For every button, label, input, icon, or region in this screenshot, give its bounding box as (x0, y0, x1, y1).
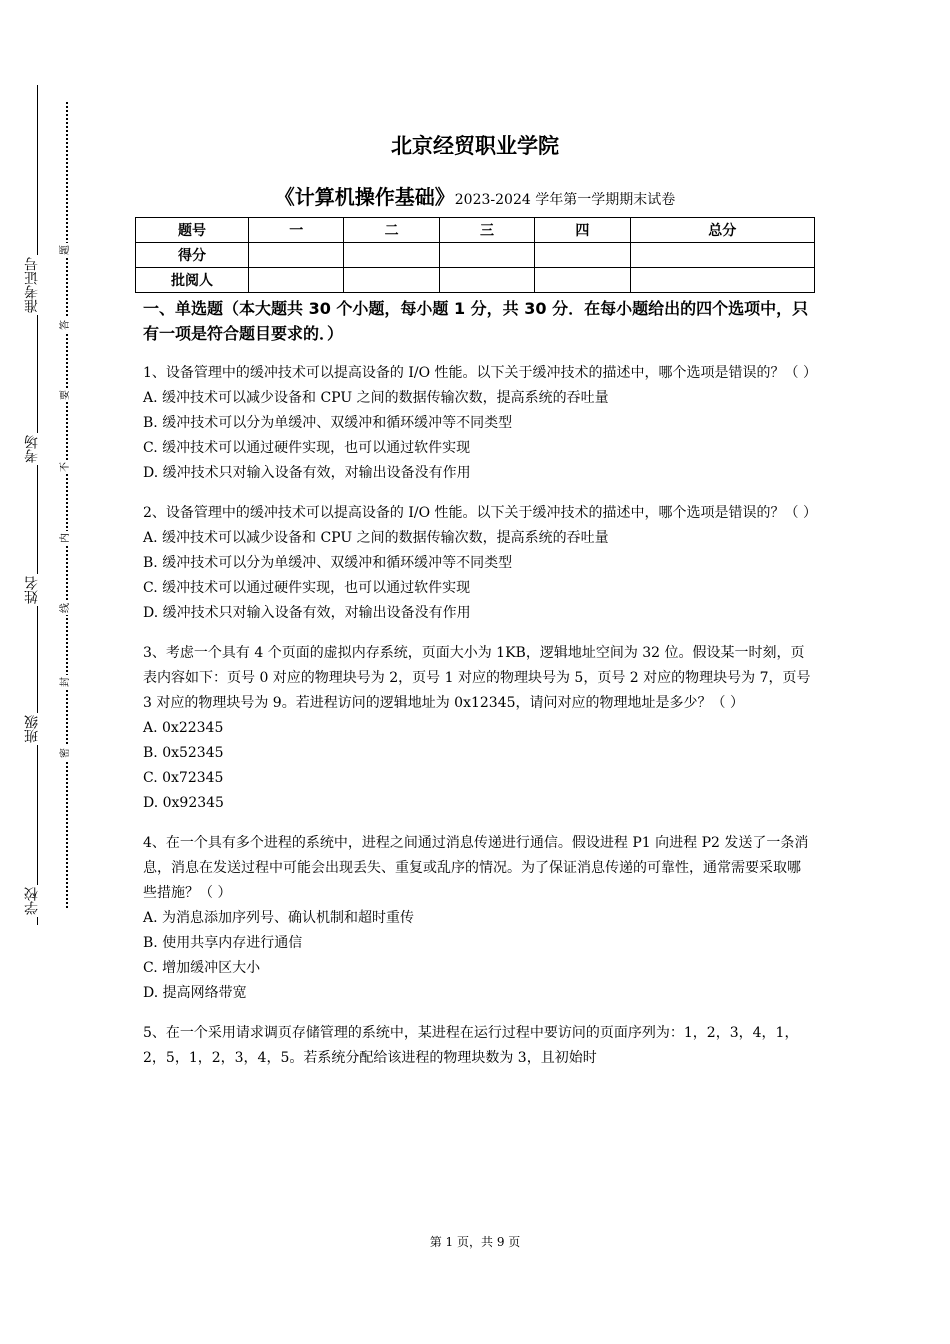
exam-content (143, 296, 817, 1071)
reviewer-cell[interactable] (535, 268, 630, 293)
column-header: 四 (535, 218, 630, 243)
page-footer: 第 1 页，共 9 页 (429, 1235, 521, 1249)
section-title: 一、单选题（本大题共 30 个小题，每小题 1 分，共 30 分．在每小题给出的四个选项中，只有一项是符合题目要求的．） (143, 299, 809, 343)
seal-char: 线 (60, 603, 71, 613)
seal-char: 答 (60, 320, 71, 330)
question (143, 1021, 813, 1071)
column-header: 三 (439, 218, 534, 243)
option-c: C. 缓冲技术可以通过硬件实现，也可以通过软件实现 (143, 440, 471, 456)
question-stem: 5、在一个采用请求调页存储管理的系统中，某进程在运行过程中要访问的页面序列为：1，2，3，4，1，2，5，1，2，3，4，5。若系统分配给该进程的物理块数为 3，且初始时 (143, 1025, 799, 1066)
seal-char: 封 (60, 677, 71, 687)
seal-char: 密 (60, 748, 71, 758)
option-d: D. 0x92345 (143, 795, 224, 811)
row-header-reviewer: 批阅人 (136, 268, 249, 293)
question (143, 501, 817, 626)
score-cell[interactable] (439, 243, 534, 268)
table-row (136, 268, 815, 293)
score-cell[interactable] (535, 243, 630, 268)
question (143, 831, 813, 1006)
option-b: B. 使用共享内存进行通信 (143, 935, 303, 951)
exam-room-label: 考场 (24, 435, 40, 463)
option-d: D. 缓冲技术只对输入设备有效，对输出设备没有作用 (143, 465, 471, 481)
reviewer-cell[interactable] (630, 268, 814, 293)
question (143, 641, 813, 816)
school-label: 学校 (24, 887, 40, 915)
row-header-number: 题号 (136, 218, 249, 243)
score-cell[interactable] (249, 243, 344, 268)
option-b: B. 缓冲技术可以分为单缓冲、双缓冲和循环缓冲等不同类型 (143, 555, 513, 571)
name-label: 姓名 (24, 576, 40, 604)
binding-line (37, 85, 38, 925)
seal-dotted-line (66, 102, 68, 908)
seal-char: 不 (60, 462, 71, 472)
score-cell[interactable] (630, 243, 814, 268)
option-a: A. 缓冲技术可以减少设备和 CPU 之间的数据传输次数，提高系统的吞吐量 (143, 530, 609, 546)
school-name: 北京经贸职业学院 (391, 134, 559, 158)
class-label: 班级 (24, 715, 40, 743)
question-stem: 1、设备管理中的缓冲技术可以提高设备的 I/O 性能。以下关于缓冲技术的描述中，哪个选项是错误的？（ ） (143, 365, 817, 381)
question-stem: 4、在一个具有多个进程的系统中，进程之间通过消息传递进行通信。假设进程 P1 向进程 P2 发送了一条消息，消息在发送过程中可能会出现丢失、重复或乱序的情况。为了保证消息传递的可靠性，通常需要采取哪些措施？（ ） (143, 835, 809, 901)
table-row (136, 218, 815, 243)
option-c: C. 0x72345 (143, 770, 224, 786)
question-stem: 2、设备管理中的缓冲技术可以提高设备的 I/O 性能。以下关于缓冲技术的描述中，哪个选项是错误的？（ ） (143, 505, 817, 521)
course-name: 《计算机操作基础》 (274, 185, 455, 209)
seal-char: 内 (60, 533, 71, 543)
option-d: D. 缓冲技术只对输入设备有效，对输出设备没有作用 (143, 605, 471, 621)
reviewer-cell[interactable] (439, 268, 534, 293)
score-cell[interactable] (344, 243, 439, 268)
reviewer-cell[interactable] (344, 268, 439, 293)
term-text: 2023-2024 学年第一学期期末试卷 (454, 192, 676, 208)
column-header: 一 (249, 218, 344, 243)
option-c: C. 缓冲技术可以通过硬件实现，也可以通过软件实现 (143, 580, 471, 596)
option-c: C. 增加缓冲区大小 (143, 960, 261, 976)
score-table (135, 217, 815, 293)
option-b: B. 0x52345 (143, 745, 224, 761)
reviewer-cell[interactable] (249, 268, 344, 293)
option-d: D. 提高网络带宽 (143, 985, 247, 1001)
column-header: 总分 (630, 218, 814, 243)
option-b: B. 缓冲技术可以分为单缓冲、双缓冲和循环缓冲等不同类型 (143, 415, 513, 431)
seal-char: 要 (60, 390, 71, 400)
exam-id-label: 准考证号 (24, 257, 40, 313)
question (143, 361, 817, 486)
exam-title (0, 181, 950, 210)
option-a: A. 0x22345 (143, 720, 224, 736)
table-row (136, 243, 815, 268)
option-a: A. 缓冲技术可以减少设备和 CPU 之间的数据传输次数，提高系统的吞吐量 (143, 390, 609, 406)
column-header: 二 (344, 218, 439, 243)
question-stem: 3、考虑一个具有 4 个页面的虚拟内存系统，页面大小为 1KB，逻辑地址空间为 32 位。假设某一时刻，页表内容如下：页号 0 对应的物理块号为 2，页号 1 对应的物理块号为 5，页号 2 对应的物理块号为 7，页号 3 对应的物理块号为 9。若进程访问的逻辑地址为 0x12345，请问对应的物理地址是多少？（ ） (143, 645, 811, 711)
row-header-score: 得分 (136, 243, 249, 268)
seal-char: 题 (60, 245, 71, 255)
option-a: A. 为消息添加序列号、确认机制和超时重传 (143, 910, 415, 926)
